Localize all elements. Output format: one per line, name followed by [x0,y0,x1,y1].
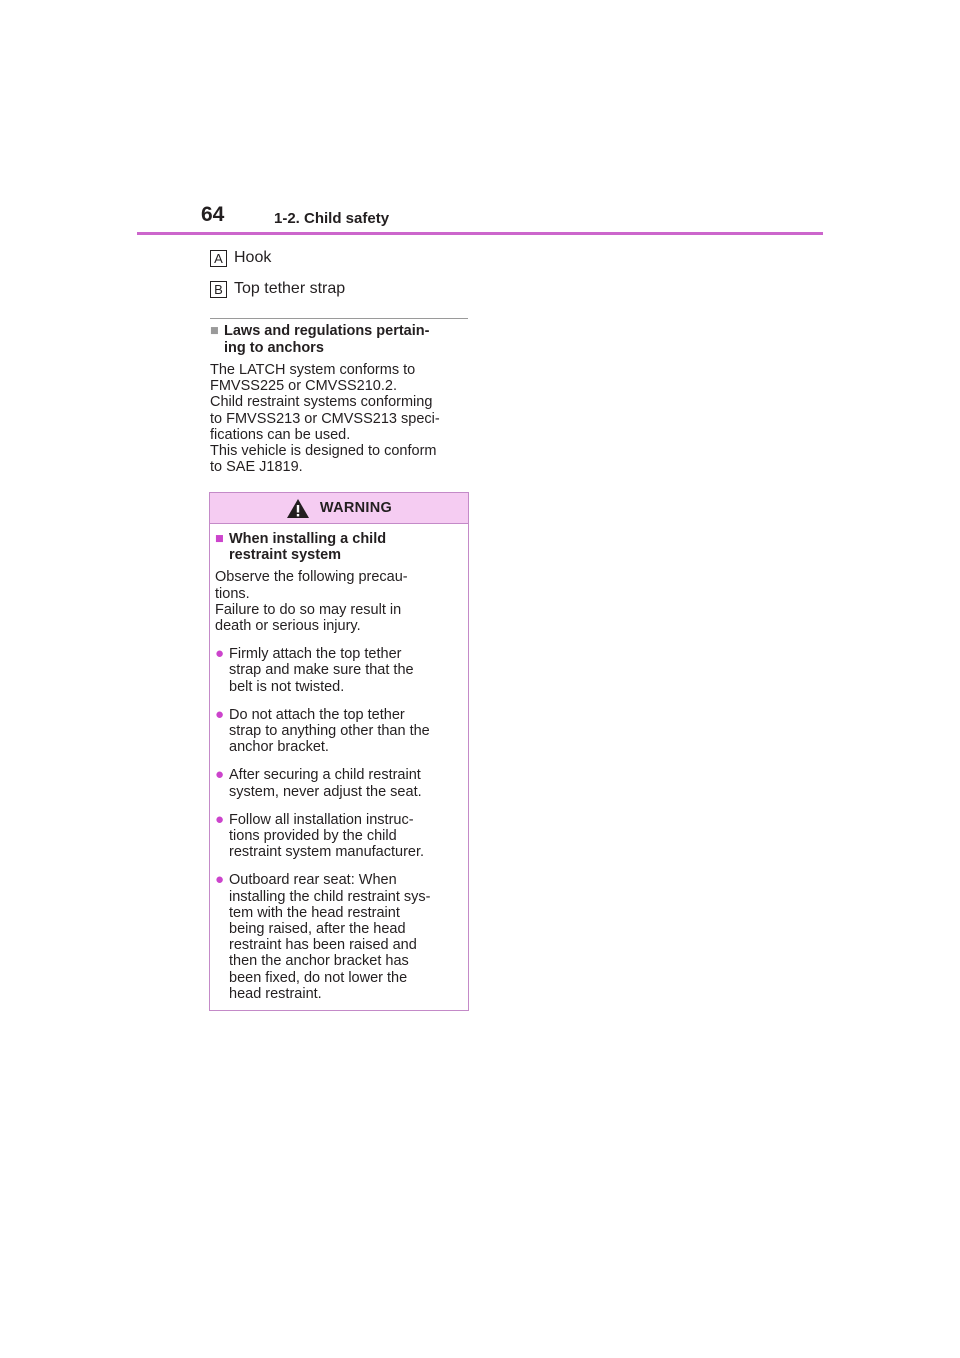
warning-intro [215,569,462,634]
warning-title: WARNING [319,500,393,516]
laws-body-line: FMVSS225 or CMVSS210.2. [210,378,397,395]
page-number: 64 [201,203,225,226]
warning-item-line: head restraint. [229,985,322,1002]
laws-heading [210,323,470,356]
laws-body-line: to SAE J1819. [210,459,303,476]
laws-body-line: to FMVSS213 or CMVSS213 speci- [210,410,440,427]
warning-intro-line: death or serious injury. [215,618,361,635]
dot-bullet-icon: ● [215,645,225,663]
laws-body [210,362,472,475]
dot-bullet-icon: ● [215,810,225,828]
warning-item-line: After securing a child restraint [229,767,421,784]
warning-heading-line: When installing a child [229,531,387,547]
warning-item-line: Follow all installation instruc- [229,811,414,828]
warning-item [215,872,462,1002]
warning-intro-line: Failure to do so may result in [215,601,402,618]
laws-body-line: Child restraint systems conforming [210,394,433,411]
warning-item-line: strap to anything other than the [229,723,430,740]
laws-body-line: fications can be used. [210,426,351,443]
laws-heading-line: ing to anchors [224,339,324,356]
square-bullet-icon: ■ [210,323,219,339]
warning-item [215,767,462,799]
warning-item-line: anchor bracket. [229,739,329,756]
laws-body-line: The LATCH system conforms to [210,362,416,378]
warning-item-line: being raised, after the head [229,921,406,938]
laws-heading-line: Laws and regulations pertain- [224,323,430,339]
warning-item-line: system, never adjust the seat. [229,783,422,800]
laws-body-line: This vehicle is designed to conform [210,443,437,460]
dot-bullet-icon: ● [215,705,225,723]
warning-item-line: tem with the head restraint [229,904,400,921]
warning-item-line: tions provided by the child [229,828,397,845]
legend-item-b [210,278,345,300]
warning-heading [215,531,462,563]
warning-item-line: been fixed, do not lower the [229,969,408,986]
warning-item [215,707,462,756]
warning-header [210,493,468,524]
section-divider [210,318,468,319]
dot-bullet-icon: ● [215,871,225,889]
warning-item [215,812,462,861]
legend-label-a: Hook [234,249,272,266]
header-rule [137,232,823,235]
warning-item-line: Firmly attach the top tether [229,646,402,663]
warning-triangle-icon [286,498,310,519]
section-title: 1-2. Child safety [274,210,390,227]
warning-body [210,524,468,1002]
warning-intro-line: Observe the following precau- [215,569,408,586]
warning-item-line: restraint has been raised and [229,937,417,954]
warning-item [215,646,462,695]
warning-item-line: belt is not twisted. [229,678,345,695]
square-bullet-icon: ■ [215,531,224,547]
warning-intro-line: tions. [215,585,250,602]
warning-item-line: Outboard rear seat: When [229,872,397,889]
dot-bullet-icon: ● [215,766,225,784]
legend-key-b: B [210,281,227,298]
legend-label-b: Top tether strap [234,280,346,297]
warning-item-line: installing the child restraint sys- [229,888,431,905]
legend-item-a [210,247,271,269]
warning-heading-line: restraint system [229,547,342,564]
warning-item-line: then the anchor bracket has [229,953,409,970]
legend-key-a: A [210,250,227,267]
warning-item-line: Do not attach the top tether [229,706,405,723]
warning-item-line: strap and make sure that the [229,662,414,679]
warning-box [209,492,469,1011]
warning-item-line: restraint system manufacturer. [229,844,425,861]
